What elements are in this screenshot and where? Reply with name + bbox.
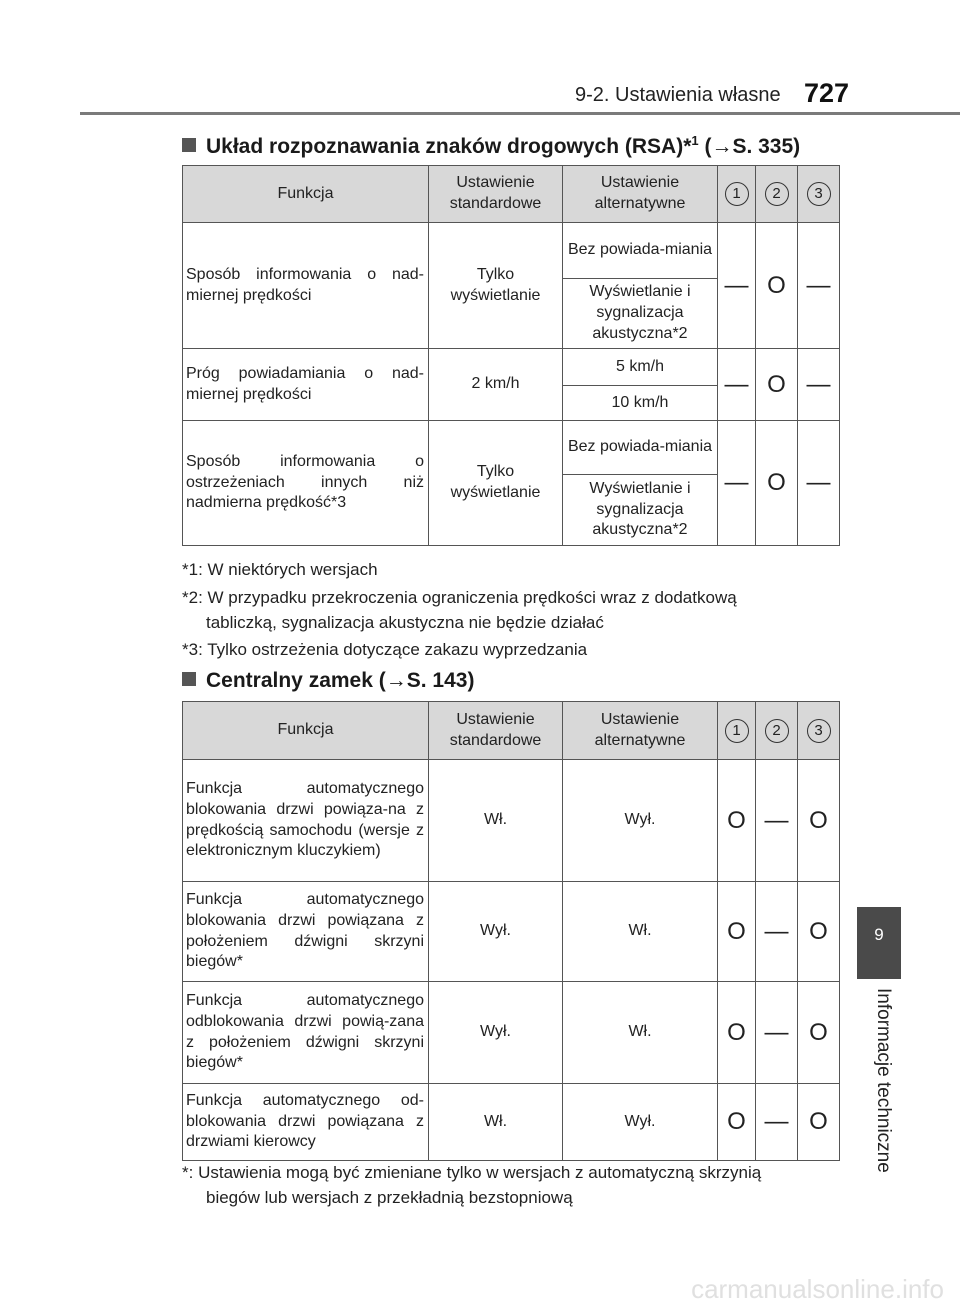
row-alternative: Wł.	[563, 982, 718, 1084]
row-mark-2: —	[756, 982, 798, 1084]
row-mark-3: O	[798, 882, 840, 982]
table-row	[183, 982, 840, 1084]
footnote-2: *2: W przypadku przekroczenia ograniczenia prędkości wraz z dodatkową tabliczką, sygnalizacja akustyczna nie będzie działać	[182, 588, 737, 632]
table-header-row	[183, 166, 840, 223]
header-alternative: Ustawienie alternatywne	[563, 702, 718, 760]
row-mark-2: —	[756, 882, 798, 982]
row-default: Tylko wyświetlanie	[429, 421, 563, 546]
table-row	[183, 760, 840, 882]
row-mark-3: —	[798, 349, 840, 421]
row-function: Funkcja automatycznego odblokowania drzwi powią-zana z położeniem dźwigni skrzyni biegów*	[183, 982, 429, 1084]
table-row	[183, 421, 840, 475]
table-header-row	[183, 702, 840, 760]
header-divider	[80, 112, 960, 115]
row-mark-2: —	[756, 1084, 798, 1161]
row-function: Funkcja automatycznego od-blokowania drzwi powiązana z drzwiami kierowcy	[183, 1084, 429, 1161]
table-row	[183, 349, 840, 386]
row-mark-3: O	[798, 1084, 840, 1161]
table-row	[183, 882, 840, 982]
square-bullet-icon	[182, 138, 196, 152]
row-default: Wł.	[429, 1084, 563, 1161]
chapter-tab[interactable]: 9	[857, 907, 901, 979]
row-mark-2: —	[756, 760, 798, 882]
footnote-lock: *: Ustawienia mogą być zmieniane tylko w wersjach z automatyczną skrzynią biegów lub wersjach z przekładnią bezstopniową	[182, 1163, 762, 1207]
section-title-rsa: Układ rozpoznawania znaków drogowych (RSA)*$^1$ (→S. 335)	[182, 133, 800, 159]
row-mark-2: O	[756, 223, 798, 349]
row-mark-1: O	[718, 760, 756, 882]
header-default: Ustawienie standardowe	[429, 166, 563, 223]
header-col-2: 2	[756, 166, 798, 223]
row-function: Sposób informowania o nad-miernej prędkości	[183, 223, 429, 349]
row-alt-option: Bez powiada-miania	[563, 223, 718, 279]
table-row	[183, 223, 840, 279]
header-function: Funkcja	[183, 702, 429, 760]
row-default: Wył.	[429, 982, 563, 1084]
page-number: 727	[804, 78, 850, 108]
row-function: Funkcja automatycznego blokowania drzwi powiąza-na z prędkością samochodu (wersje z elektronicznym kluczykiem)	[183, 760, 429, 882]
row-mark-3: O	[798, 982, 840, 1084]
rsa-settings-table	[182, 165, 840, 546]
header-col-2: 2	[756, 702, 798, 760]
section-title-central-lock: Centralny zamek (→S. 143)	[182, 669, 474, 693]
header-function: Funkcja	[183, 166, 429, 223]
row-mark-1: —	[718, 349, 756, 421]
table-row	[183, 1084, 840, 1161]
row-default: Wł.	[429, 760, 563, 882]
row-alt-option: Wyświetlanie i sygnalizacja akustyczna*2	[563, 279, 718, 349]
row-alt-option: Wyświetlanie i sygnalizacja akustyczna*2	[563, 475, 718, 546]
header-col-3: 3	[798, 702, 840, 760]
row-function: Sposób informowania o ostrzeżeniach innych niż nadmierna prędkość*3	[183, 421, 429, 546]
square-bullet-icon	[182, 672, 196, 686]
row-mark-1: —	[718, 421, 756, 546]
row-alternative: Wył.	[563, 760, 718, 882]
row-function: Próg powiadamiania o nad-miernej prędkości	[183, 349, 429, 421]
chapter-label: Informacje techniczne	[873, 988, 894, 1173]
row-default: Tylko wyświetlanie	[429, 223, 563, 349]
row-mark-1: O	[718, 882, 756, 982]
central-lock-table	[182, 701, 840, 1161]
watermark: carmanualsonline.info	[691, 1274, 944, 1304]
row-mark-1: O	[718, 982, 756, 1084]
row-alt-option: 5 km/h	[563, 349, 718, 386]
row-mark-3: —	[798, 421, 840, 546]
header-col-1: 1	[718, 166, 756, 223]
row-alt-option: 10 km/h	[563, 386, 718, 421]
row-default: Wył.	[429, 882, 563, 982]
row-alt-option: Bez powiada-miania	[563, 421, 718, 475]
row-mark-1: —	[718, 223, 756, 349]
header-col-3: 3	[798, 166, 840, 223]
row-alternative: Wł.	[563, 882, 718, 982]
header-default: Ustawienie standardowe	[429, 702, 563, 760]
footnote-1: *1: W niektórych wersjach	[182, 560, 378, 579]
row-function: Funkcja automatycznego blokowania drzwi powiązana z położeniem dźwigni skrzyni biegów*	[183, 882, 429, 982]
row-mark-1: O	[718, 1084, 756, 1161]
row-alternative: Wył.	[563, 1084, 718, 1161]
row-mark-2: O	[756, 421, 798, 546]
footnote-3: *3: Tylko ostrzeżenia dotyczące zakazu wyprzedzania	[182, 640, 588, 659]
header-section-title: 9-2. Ustawienia własne	[575, 84, 781, 106]
row-mark-3: —	[798, 223, 840, 349]
row-mark-3: O	[798, 760, 840, 882]
header-col-1: 1	[718, 702, 756, 760]
row-default: 2 km/h	[429, 349, 563, 421]
header-alternative: Ustawienie alternatywne	[563, 166, 718, 223]
row-mark-2: O	[756, 349, 798, 421]
